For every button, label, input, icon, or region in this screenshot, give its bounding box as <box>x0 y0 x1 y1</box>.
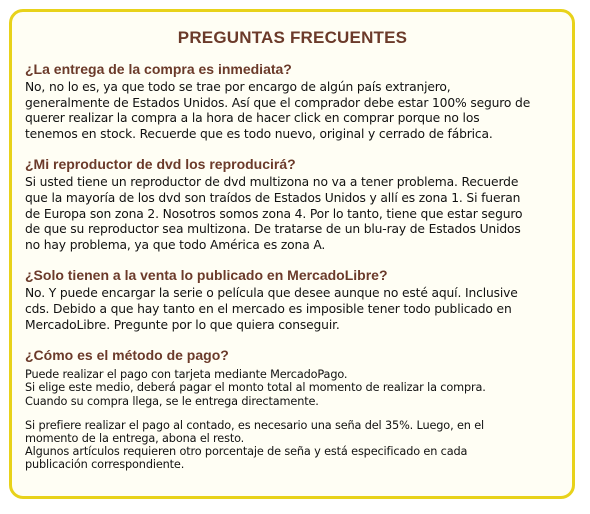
answer-line: no hay problema, ya que todo América es zona A. <box>25 237 326 252</box>
faq-title: PREGUNTAS FRECUENTES <box>177 28 408 47</box>
answer-line: Puede realizar el pago con tarjeta mediante MercadoPago. <box>25 368 348 382</box>
faq-item-dvd-player <box>25 156 560 253</box>
answer-line: momento de la entrega, abona el resto. <box>25 431 245 445</box>
answer-line: Si prefiere realizar el pago al contado, es necesario una seña del 35%. Luego, en el <box>25 418 484 432</box>
answer-line: de Europa son zona 2. Nosotros somos zona 4. Por lo tanto, tiene que estar seguro <box>25 206 523 221</box>
answer-line: Cuando su compra llega, se le entrega directamente. <box>25 394 319 408</box>
faq-item-payment <box>25 347 560 471</box>
faq-answer <box>25 175 560 253</box>
answer-line: generalmente de Estados Unidos. Así que el comprador debe estar 100% seguro de <box>25 95 531 110</box>
faq-question: ¿Solo tienen a la venta lo publicado en MercadoLibre? <box>25 267 388 284</box>
answer-line: MercadoLibre. Pregunte por lo que quiera conseguir. <box>25 317 340 332</box>
answer-line: cds. Debido a que hay tanto en el mercado es imposible tener todo publicado en <box>25 301 512 316</box>
answer-line: de que su reproductor sea multizona. De tratarse de un blu-ray de Estados Unidos <box>25 222 521 237</box>
faq-answer <box>25 368 560 471</box>
answer-line: No, no lo es, ya que todo se trae por encargo de algún país extranjero, <box>25 80 451 94</box>
answer-line: Si usted tiene un reproductor de dvd multizona no va a tener problema. Recuerde <box>25 175 519 190</box>
faq-item-catalog <box>25 267 560 333</box>
answer-line: Algunos artículos requieren otro porcentaje de seña y está especificado en cada <box>25 445 468 459</box>
faq-question: ¿La entrega de la compra es inmediata? <box>25 61 292 77</box>
faq-question: ¿Cómo es el método de pago? <box>25 347 229 364</box>
faq-answer <box>25 80 560 142</box>
answer-line: que la mayoría de los dvd son traídos de Estados Unidos y allí es zona 1. Si fueran <box>25 190 521 205</box>
faq-answer <box>25 286 560 333</box>
answer-paragraph <box>25 419 560 472</box>
answer-line: No. Y puede encargar la serie o película que desee aunque no esté aquí. Inclusive <box>25 286 518 301</box>
faq-item-delivery <box>25 61 560 142</box>
answer-line: querer realizar la compra a la hora de hacer click en comprar porque no los <box>25 111 480 126</box>
answer-line: Si elige este medio, deberá pagar el monto total al momento de realizar la compra. <box>25 381 486 395</box>
answer-line: tenemos en stock. Recuerde que es todo nuevo, original y cerrado de fábrica. <box>25 126 493 141</box>
faq-panel <box>9 9 575 499</box>
answer-paragraph <box>25 368 560 408</box>
faq-question: ¿Mi reproductor de dvd los reproducirá? <box>25 156 296 173</box>
answer-line: publicación correspondiente. <box>25 458 185 472</box>
